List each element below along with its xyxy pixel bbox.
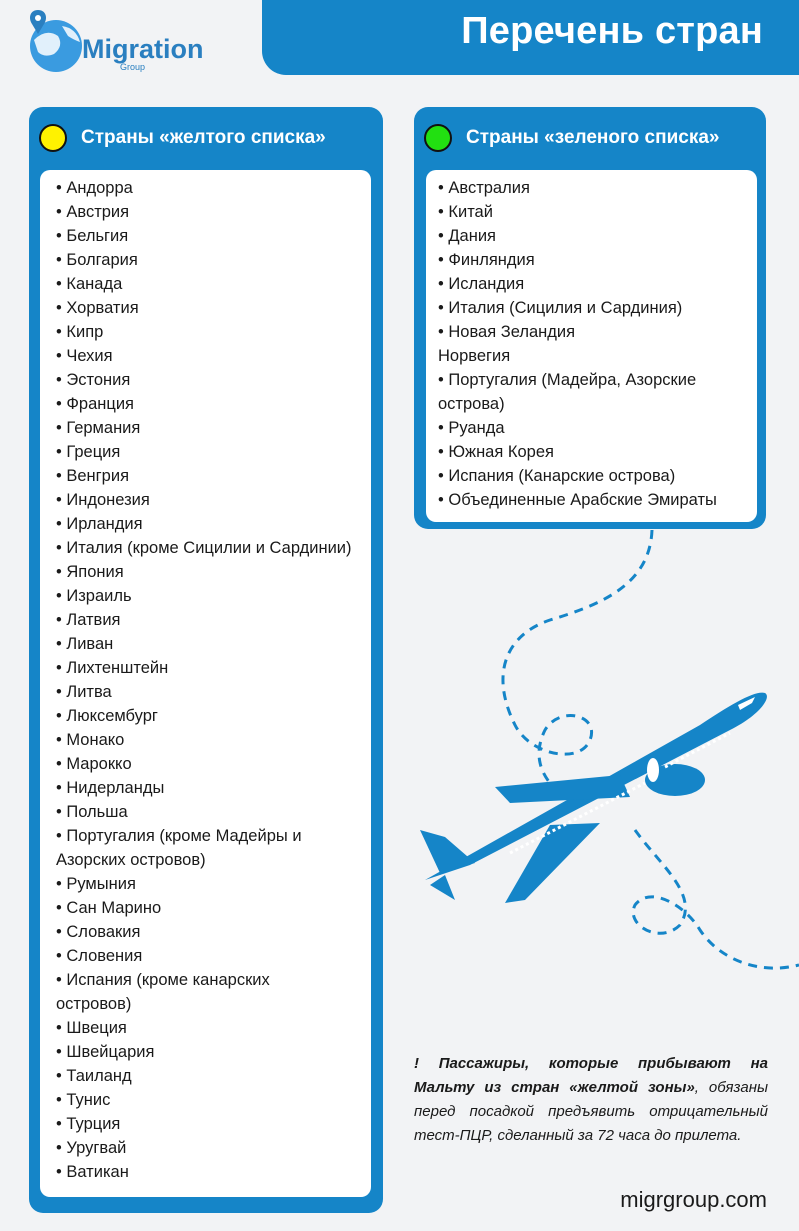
list-item: • Хорватия: [56, 299, 139, 317]
list-item: • Швеция: [56, 1019, 127, 1037]
list-item: • Кипр: [56, 323, 104, 341]
list-item: • Литва: [56, 683, 112, 701]
list-item: • Канада: [56, 275, 123, 293]
header-bar: [262, 0, 799, 75]
list-item: • Италия (кроме Сицилии и Сардинии): [56, 539, 352, 557]
list-item: • Финляндия: [438, 251, 535, 269]
green-country-list: [426, 170, 757, 522]
list-item: • Португалия (кроме Мадейры и Азорских островов): [56, 827, 302, 869]
page-title: Перечень стран: [461, 10, 763, 52]
list-item: • Тунис: [56, 1091, 111, 1109]
list-item: • Франция: [56, 395, 134, 413]
yellow-list-title: Страны «желтого списка»: [81, 127, 326, 148]
list-item: • Исландия: [438, 275, 525, 293]
list-item: • Бельгия: [56, 227, 129, 245]
flight-path-bottom: [633, 830, 799, 968]
list-item: • Чехия: [56, 347, 113, 365]
list-item: • Италия (Сицилия и Сардиния): [438, 299, 683, 317]
pcr-note: [414, 1052, 768, 1148]
list-item: • Словакия: [56, 923, 141, 941]
flight-path-top: [503, 530, 652, 800]
list-item: • Таиланд: [56, 1067, 132, 1085]
list-item: • Испания (Канарские острова): [438, 467, 676, 485]
list-item: • Ватикан: [56, 1163, 129, 1181]
list-item: Норвегия: [438, 347, 511, 365]
list-item: • Швейцария: [56, 1043, 155, 1061]
list-item: • Объединенные Арабские Эмираты: [438, 491, 717, 509]
list-item: • Люксембург: [56, 707, 158, 725]
list-item: • Эстония: [56, 371, 131, 389]
logo-subtitle: Group: [120, 62, 146, 72]
list-item: • Латвия: [56, 611, 121, 629]
yellow-country-list: [40, 170, 371, 1197]
list-item: • Португалия (Мадейра, Азорские острова): [438, 371, 697, 413]
yellow-list-header: [39, 121, 326, 155]
list-item: • Австрия: [56, 203, 130, 221]
airplane-illustration: [400, 525, 799, 985]
list-item: • Венгрия: [56, 467, 130, 485]
green-list-header: [424, 121, 719, 155]
airplane-icon: [420, 693, 767, 903]
yellow-list-panel: [29, 107, 383, 1213]
list-item: • Израиль: [56, 587, 132, 605]
list-item: • Сан Марино: [56, 899, 162, 917]
list-item: • Марокко: [56, 755, 132, 773]
list-item: • Польша: [56, 803, 128, 821]
migration-group-logo[interactable]: [24, 6, 244, 76]
list-item: • Лихтенштейн: [56, 659, 169, 677]
note-bold-text: ! Пассажиры, которые прибывают на Мальту из стран «желтой зоны»: [414, 1055, 768, 1096]
website-link[interactable]: migrgroup.com: [620, 1187, 767, 1212]
list-item: • Испания (кроме канарских островов): [56, 971, 270, 1013]
list-item: • Монако: [56, 731, 125, 749]
list-item: • Новая Зеландия: [438, 323, 576, 341]
list-item: • Китай: [438, 203, 493, 221]
list-item: • Ирландия: [56, 515, 143, 533]
list-item: • Южная Корея: [438, 443, 554, 461]
list-item: • Турция: [56, 1115, 121, 1133]
list-item: • Германия: [56, 419, 141, 437]
list-item: • Болгария: [56, 251, 138, 269]
note-rest-text: , обязаны перед посадкой предъявить отрицательный тест-ПЦР, сделанный за 72 часа до прилета.: [414, 1079, 768, 1144]
list-item: • Андорра: [56, 179, 133, 197]
green-list-panel: [414, 107, 766, 529]
green-list-title: Страны «зеленого списка»: [466, 127, 720, 148]
list-item: • Румыния: [56, 875, 136, 893]
list-item: • Греция: [56, 443, 121, 461]
green-dot-icon: [424, 124, 452, 152]
list-item: • Австралия: [438, 179, 530, 197]
list-item: • Дания: [438, 227, 496, 245]
logo-wordmark: Migration: [82, 34, 204, 64]
list-item: • Нидерланды: [56, 779, 165, 797]
list-item: • Руанда: [438, 419, 505, 437]
list-item: • Словения: [56, 947, 143, 965]
list-item: • Япония: [56, 563, 124, 581]
list-item: • Ливан: [56, 635, 114, 653]
list-item: • Индонезия: [56, 491, 150, 509]
list-item: • Уругвай: [56, 1139, 127, 1157]
yellow-dot-icon: [39, 124, 67, 152]
